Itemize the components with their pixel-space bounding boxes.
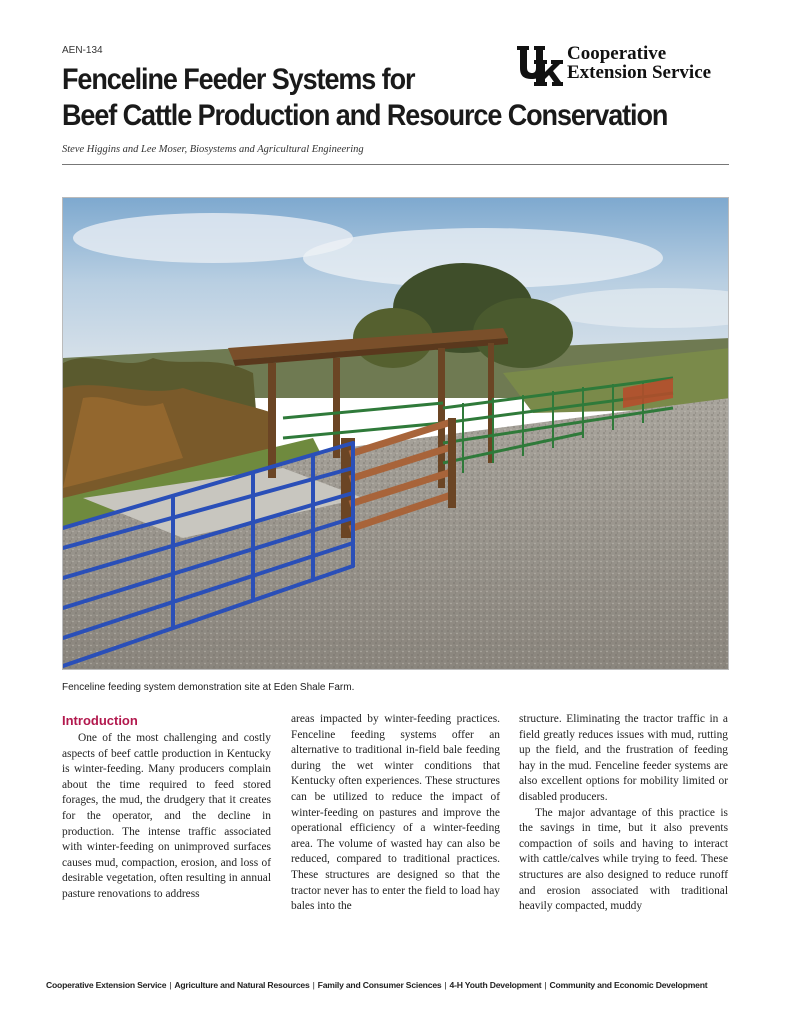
col2-paragraph: areas impacted by winter-feeding practices. Fenceline feeding systems offer an alternative to traditional in-field bale feeding during the wet winter conditions that Kentucky often experiences. These structures can be utilized to reduce the impact of winter-feeding on pastures and improve the operational efficiency of a winter-feeding area. The volume of wasted hay can also be reduced, compared to traditional practices. These structures are designed so that the tractor never has to enter the field to load hay bales into the: [291, 713, 500, 913]
photo-caption: Fenceline feeding system demonstration site at Eden Shale Farm.: [62, 682, 355, 693]
col3-paragraph-1: structure. Eliminating the tractor traffic in a field greatly reduces issues with mud, rutting up the field, and the frustration of feeding hay in the mud. Fenceline feeder systems are also excellent options for mobility limited or disabled producers.: [519, 713, 728, 803]
title-line-2: Beef Cattle Production and Resource Conservation: [62, 99, 668, 132]
col1-paragraph: One of the most challenging and costly aspects of beef cattle production in Kentucky is winter-feeding. Many producers complain about the time required to feed stored forages, the mud, the drudgery that it creates for the operator, and the decline in production. The intense traffic associated with winter-feeding on unimproved surfaces causes mud, compaction, erosion, and loss of desirable vegetation, often resulting in annual pasture renovations to address: [62, 732, 271, 900]
footer-item-fcs: Family and Consumer Sciences: [317, 980, 442, 990]
logo-line-2: Extension Service: [567, 62, 712, 83]
title-line-1: Fenceline Feeder Systems for: [62, 63, 415, 96]
logo-line-1: Cooperative: [567, 43, 667, 64]
text-column-3: [519, 712, 728, 915]
footer-item-extension: Cooperative Extension Service: [46, 980, 167, 990]
col3-paragraph-2: The major advantage of this practice is the savings in time, but it also prevents compaction of soils and having to interact with cattle/calves while trying to feed. These structures are also designed to reduce runoff and erosion associated with traditional heavily compacted, muddy: [519, 806, 728, 913]
introduction-heading: Introduction: [62, 713, 138, 728]
footer-item-ced: Community and Economic Development: [549, 980, 708, 990]
footer-item-anr: Agriculture and Natural Resources: [174, 980, 310, 990]
publication-number: AEN-134: [62, 45, 103, 56]
footer-separator: |: [444, 980, 447, 990]
authors-line: Steve Higgins and Lee Moser, Biosystems and Agricultural Engineering: [62, 144, 364, 155]
footer-separator: |: [169, 980, 172, 990]
header-divider: [62, 164, 729, 165]
page-title: [62, 62, 674, 134]
footer-item-4h: 4-H Youth Development: [449, 980, 542, 990]
footer-separator: |: [312, 980, 315, 990]
footer-separator: |: [544, 980, 547, 990]
fenceline-feeder-photo: [62, 197, 729, 670]
text-column-1: [62, 712, 271, 903]
text-column-2: [291, 712, 500, 915]
footer-bar: [46, 980, 746, 990]
feeder-photo-illustration: [63, 198, 729, 670]
